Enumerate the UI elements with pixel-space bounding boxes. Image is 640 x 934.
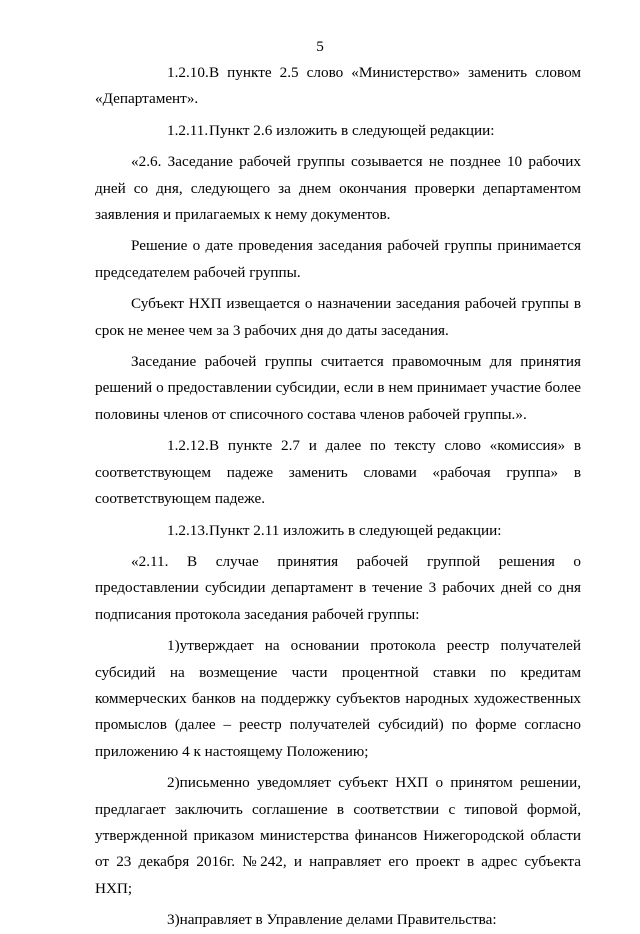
list-number: 3) — [167, 911, 180, 929]
list-item-3 — [95, 907, 581, 933]
paragraph-text: утверждает на основании протокола реестр получателей субсидий на возмещение части процентной ставки по кредитам коммерческих банков на поддержку субъектов народных художественных промыслов (далее – реестр получателей субсидий) по форме согласно приложению 4 к настоящему Положению; — [95, 637, 581, 760]
clause-number: 1.2.11. — [167, 121, 209, 139]
list-number: 1) — [167, 637, 180, 655]
clause-number: 1.2.13. — [167, 521, 209, 539]
paragraph-text: В пункте 2.7 и далее по тексту слово «комиссия» в соответствующем падеже заменить словами «рабочая группа» в соответствующем падеже. — [95, 437, 581, 508]
paragraph-text: В пункте 2.5 слово «Министерство» заменить словом «Департамент». — [95, 64, 581, 108]
clause-number: 1.2.12. — [167, 437, 209, 455]
paragraph-text: письменно уведомляет субъект НХП о принятом решении, предлагает заключить соглашение в соответствии с типовой формой, утвержденной приказом министерства финансов Нижегородской области от 23 декабря 2016г. №242, и направляет его проект в адрес субъекта НХП; — [95, 774, 581, 897]
list-item-2 — [95, 770, 581, 902]
paragraph-text: Пункт 2.6 изложить в следующей редакции: — [209, 121, 495, 139]
paragraph-1-2-11 — [95, 118, 581, 144]
paragraph-notification — [95, 291, 581, 344]
paragraph-text: «2.11. В случае принятия рабочей группой решения о предоставлении субсидии департамент в течение 3 рабочих дней со дня подписания протокола заседания рабочей группы: — [95, 552, 581, 623]
paragraph-text: Субъект НХП извещается о назначении заседания рабочей группы в срок не менее чем за 3 рабочих дня до даты заседания. — [95, 295, 581, 339]
paragraph-text: Пункт 2.11 изложить в следующей редакции: — [209, 521, 502, 539]
paragraph-1-2-12 — [95, 433, 581, 512]
paragraph-text: Заседание рабочей группы считается правомочным для принятия решений о предоставлении субсидии, если в нем принимает участие более половины членов от списочного состава членов рабочей группы.». — [95, 353, 581, 423]
page-number: 5 — [316, 38, 324, 55]
paragraph-decision-date — [95, 233, 581, 286]
paragraph-text: Решение о дате проведения заседания рабочей группы принимается председателем рабочей группы. — [95, 237, 581, 281]
paragraph-1-2-13 — [95, 518, 581, 544]
paragraph-2-11 — [95, 549, 581, 628]
paragraph-text: «2.6. Заседание рабочей группы созывается не позднее 10 рабочих дней со дня, следующего за днем окончания проверки департаментом заявления и прилагаемых к нему документов. — [95, 153, 581, 224]
list-number: 2) — [167, 774, 180, 792]
paragraph-quorum — [95, 349, 581, 428]
paragraph-1-2-10 — [95, 60, 581, 113]
paragraph-text: направляет в Управление делами Правительства: — [179, 911, 497, 929]
list-item-1 — [95, 633, 581, 765]
paragraph-2-6 — [95, 149, 581, 228]
document-body — [95, 60, 581, 934]
clause-number: 1.2.10. — [167, 64, 209, 81]
